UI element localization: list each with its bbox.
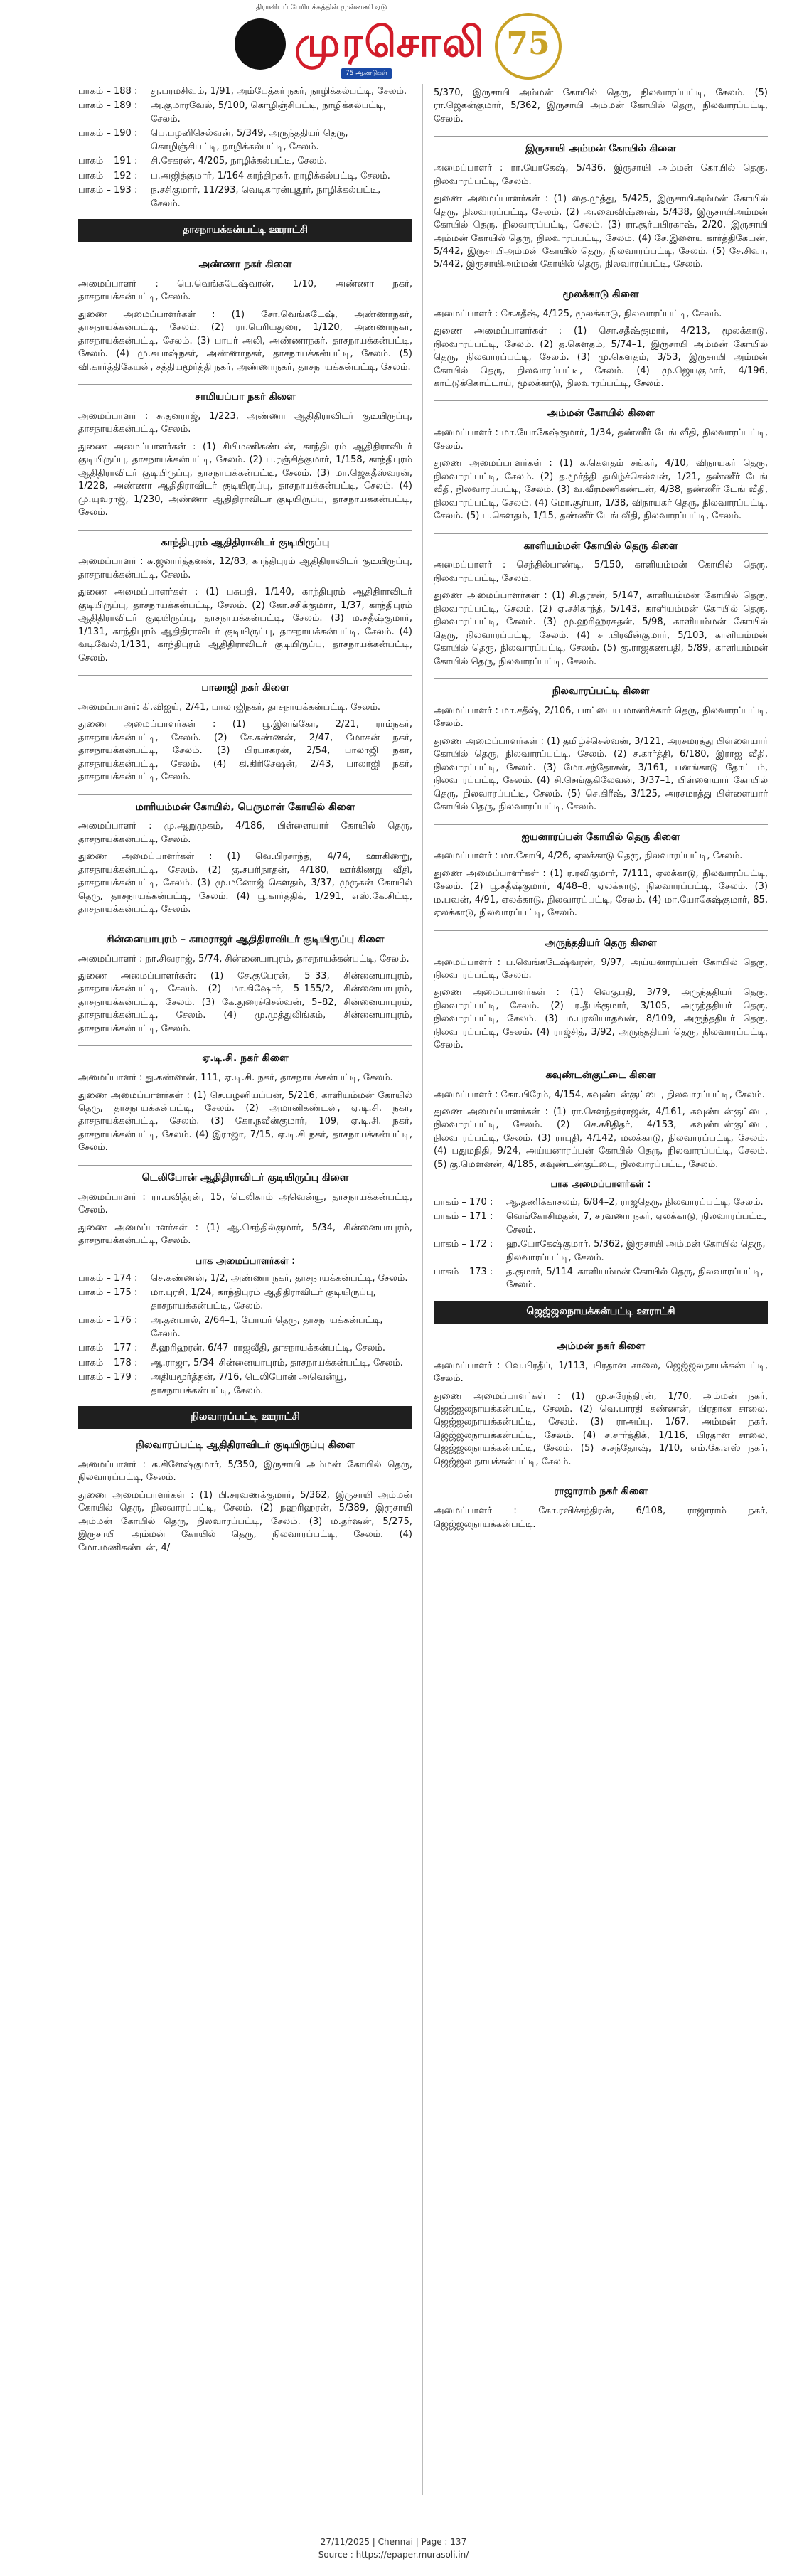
article-columns — [78, 84, 775, 2495]
deputy-organizers-entry: துணை அமைப்பாளர்கள் : (1) ஆ.செந்தில்குமார், 5/34, சின்னையாபுரம், தாசநாயக்கன்பட்டி, சேலம். — [78, 1222, 412, 1247]
paagam-label: பாகம் – 179 : — [78, 1372, 138, 1383]
organizer-entry: அமைப்பாளர் : பெ.வெங்கடேஷ்வரன், 1/10, அண்ணா நகர், தாசநாயக்கன்பட்டி, சேலம். — [78, 278, 412, 303]
organizer-entry: அமைப்பாளர் : சே.சதீஷ், 4/125, மூலக்காடு, நிலவாரப்பட்டி, சேலம். — [434, 308, 722, 319]
paagam-value: ஆ.தணிக்காசலம், 6/84–2, ராஜதெரு, நிலவாரப்பட்டி, சேலம். — [506, 1196, 764, 1208]
paagam-row — [434, 1266, 768, 1292]
paagam-value: ஆ.ராஜா, 5/34–சின்னையாபுரம், தாசநாயக்கன்பட்டி, சேலம். — [151, 1357, 403, 1368]
left-column — [78, 84, 412, 1559]
logo-subtitle: 75 ஆண்டுகள் — [341, 68, 392, 79]
organizer-entry: அமைப்பாளர் : கோ.ரவிச்சந்திரன், 6/108, ராஜாராம் நகர், ஜெஜ்ஜலநாயக்கன்பட்டி. — [434, 1506, 768, 1530]
paagam-row — [78, 127, 412, 154]
masthead-tagline: திராவிடப் பேரியக்கத்தின் முன்னணி ஏடு — [256, 4, 387, 11]
paagam-label: பாகம் – 176 : — [78, 1315, 138, 1326]
branch-title: ஏ.டி.சி. நகர் கிளை — [78, 1045, 412, 1066]
footer-date-page: 27/11/2025 | Chennai | Page : 137 — [320, 2537, 467, 2547]
logo-title: முரசொலி — [294, 18, 486, 66]
paagam-value: ப.அஜித்குமார், 1/164 காந்திநகர், நாழிக்கல்பட்டி, சேலம். — [151, 170, 390, 181]
branch-title: ராஜாராம் நகர் கிளை — [434, 1479, 768, 1499]
paagam-row — [78, 1287, 412, 1313]
paagam-label: பாகம் – 191 : — [78, 156, 138, 167]
paagam-value: ஹ.யோகேஷ்குமார், 5/362, இருசாயி அம்மன் கோயில் தெரு, நிலவாரப்பட்டி, சேலம். — [506, 1239, 766, 1263]
deputy-organizers-entry: துணை அமைப்பாளர்கள் : (1) பசுபதி, 1/140, காந்திபுரம் ஆதிதிராவிடர் குடியிருப்பு, தாசநாயக்கன்பட்டி, சேலம். (2) கோ.சசிக்குமார், 1/37, காந்திபுரம் ஆதிதிராவிடர் குடியிருப்பு, தாசநாயக்கன்பட்டி, சேலம். (3) ம.சதீஷ்குமார், 1/131, காந்திபுரம் ஆதிதிராவிடர் குடியிருப்பு, தாசநாயக்கன்பட்டி, சேலம். (4) வடிவேல்,1/131, காந்திபுரம் ஆதிதிராவிடர் குடியிருப்பு, தாசநாயக்கன்பட்டி, சேலம். — [78, 587, 412, 664]
organizer-entry: அமைப்பாளர் : மு.ஆறுமுகம், 4/186, பிள்ளையார் கோயில் தெரு, தாசநாயக்கன்பட்டி, சேலம். — [78, 821, 412, 845]
panchayat-banner: நிலவாரப்பட்டி ஊராட்சி — [78, 1406, 412, 1429]
paagam-label: பாகம் – 192 : — [78, 170, 138, 181]
paagam-value: ந.சசிகுமார், 11/293, வெடிகாரன்புதூர், நாழிக்கல்பட்டி, சேலம். — [151, 185, 381, 209]
branch-title: மூலக்காடு கிளை — [434, 282, 768, 302]
deputy-organizers-entry: துணை அமைப்பாளர்கள் : (1) தை.முத்து, 5/425, இருசாயிஅம்மன் கோயில் தெரு, நிலவாரப்பட்டி, சேலம். (2) அ.வைவிஷ்ணவ், 5/438, இருசாயிஅம்மன் கோயில் தெரு, நிலவாரப்பட்டி, சேலம். (3) ரா.சூர்யபிரகாஷ், 2/20, இருசாயி அம்மன் கோயில் தெரு, நிலவாரப்பட்டி, சேலம். (4) சே.இளைய கார்த்திகேயன், 5/442, இருசாயிஅம்மன் கோயில் தெரு, நிலவாரப்பட்டி, சேலம். (5) சே.சிவா, 5/442, இருசாயிஅம்மன் கோயில் தெரு, நிலவாரப்பட்டி, சேலம். — [434, 193, 768, 270]
paagam-label: பாகம் – 190 : — [78, 128, 138, 139]
organizer-entry: அமைப்பாளர் : மா.சதீஷ், 2/106, பாட்டைய மாணிக்கார் தெரு, நிலவாரப்பட்டி, சேலம். — [434, 705, 768, 730]
deputy-organizers-entry: துணை அமைப்பாளர்கள் : (1) க.கௌதம் சங்கர், 4/10, விநாயகர் தெரு, நிலவாரப்பட்டி, சேலம். (2) த.மூர்த்தி தமிழ்ச்செல்வன், 1/21, தண்ணீர் டேங் வீதி, நிலவாரப்பட்டி, சேலம். (3) வ.வீரமணிகண்டன், 4/38, தண்ணீர் டேங் வீதி, நிலவாரப்பட்டி, சேலம். (4) மோ.சூர்யா, 1/38, விநாயகர் தெரு, நிலவாரப்பட்டி, சேலம். (5) ப.கௌதம், 1/15, தண்ணீர் டேங் வீதி, நிலவாரப்பட்டி, சேலம். — [434, 458, 768, 522]
column-divider — [422, 84, 423, 2495]
paagam-value: சி.சேகரன், 4/205, நாழிக்கல்பட்டி, சேலம். — [151, 156, 328, 167]
deputy-organizers-entry: துணை அமைப்பாளர்கள் : (1) மு.சுரேந்திரன், 1/70, அம்மன் நகர், ஜெஜ்ஜலநாயக்கன்பட்டி, சேலம். (2) வெ.பாரதி கண்ணன், பிரதான சாலை, ஜெஜ்ஜலநாயக்கன்பட்டி, சேலம். (3) ராஅப்பு, 1/67, அம்மன் நகர், ஜெஜ்ஜலநாயக்கன்பட்டி, சேலம். (4) ச.சார்த்திக், 1/116, பிரதான சாலை, ஜெஜ்ஜலநாயக்கன்பட்டி, சேலம். (5) ச.சந்தோஷ், 1/10, எம்.கே.எஸ் நகர், ஜெஜ்ஜல நாயக்கன்பட்டி, சேலம். — [434, 1390, 768, 1467]
organizer-entry: அமைப்பாளர் : து.கண்ணன், 111, ஏ.டி.சி. நகர், தாசநாயக்கன்பட்டி, சேலம். — [78, 1073, 393, 1084]
continued-entry: 5/370, இருசாயி அம்மன் கோயில் தெரு, நிலவாரப்பட்டி, சேலம். (5) ரா.ஜெகன்குமார், 5/362, இருசாயி அம்மன் கோயில் தெரு, நிலவாரப்பட்டி, சேலம். — [434, 87, 768, 124]
right-column — [434, 84, 768, 1536]
organizer-entry: அமைப்பாளர் : வெ.பிரதீப், 1/113, பிரதான சாலை, ஜெஜ்ஜலநாயக்கன்பட்டி, சேலம். — [434, 1360, 768, 1385]
masthead — [0, 0, 787, 85]
branch-title: காளியம்மன் கோயில் தெரு கிளை — [434, 533, 768, 554]
branch-title: இருசாயி அம்மன் கோயில் கிளை — [434, 136, 768, 156]
paagam-row — [78, 1371, 412, 1398]
deputy-organizers-entry: துணை அமைப்பாளர்கள் : (1) சொ.சதீஷ்குமார், 4/213, மூலக்காடு, நிலவாரப்பட்டி, சேலம். (2) த.கௌதம், 5/74–1, இருசாயி அம்மன் கோயில் தெரு, நிலவாரப்பட்டி, சேலம். (3) மு.கௌதம், 3/53, இருசாயி அம்மன் கோயில் தெரு, நிலவாரப்பட்டி, சேலம். (4) மு.ஜெயகுமார், 4/196, காட்டுக்கொட்டாய், மூலக்காடு, நிலவாரப்பட்டி, சேலம். — [434, 326, 768, 389]
deputy-organizers-entry: துணை அமைப்பாளர்கள் : (1) பி.சரவணக்குமார், 5/362, இருசாயி அம்மன் கோயில் தெரு, நிலவாரப்பட்டி, சேலம். (2) நஹரிஹரன், 5/389, இருசாயி அம்மன் கோயில் தெரு, நிலவாரப்பட்டி, சேலம். (3) ம.தர்ஷன், 5/275, இருசாயி அம்மன் கோயில் தெரு, நிலவாரப்பட்டி, சேலம். (4) மோ.மணிகண்டன், 4/ — [78, 1489, 412, 1553]
branch-title: சாமியப்பா நகர் கிளை — [78, 384, 412, 405]
organizer-entry: அமைப்பாளர் : செந்தில்பாண்டி, 5/150, காளியம்மன் கோயில் தெரு, நிலவாரப்பட்டி, சேலம். — [434, 560, 768, 584]
paagam-label: பாகம் – 172 : — [434, 1239, 493, 1250]
paagam-label: பாகம் – 193 : — [78, 185, 138, 196]
branch-title: நிலவாரப்பட்டி ஆதிதிராவிடர் குடியிருப்பு கிளை — [136, 1439, 355, 1451]
paagam-value: சீ.ஹரிஹரன், 6/47–ராஜவீதி, தாசநாயக்கன்பட்டி, சேலம். — [151, 1343, 385, 1354]
deputy-organizers-entry: துணை அமைப்பாளர்கள் : (1) சோ.வெங்கடேஷ், அண்ணாநகர், தாசநாயக்கன்பட்டி, சேலம். (2) ரா.பெரியதுரை, 1/120, அண்ணாநகர், தாசநாயக்கன்பட்டி, சேலம். (3) பாபர் அலி, அண்ணாநகர், தாசநாயக்கன்பட்டி, சேலம். (4) மு.சுபாஷ்நகர், அண்ணாநகர், தாசநாயக்கன்பட்டி, சேலம். (5) வி.கார்த்திகேயன், சத்தியமூர்த்தி நகர், அண்ணாநகர், தாசநாயக்கன்பட்டி, சேலம். — [78, 309, 412, 373]
paagam-value: அ.தனபால், 2/64–1, போயர் தெரு, தாசநாயக்கன்பட்டி, சேலம். — [151, 1315, 383, 1339]
branch-title: கவுண்டன்குட்டை கிளை — [434, 1063, 768, 1083]
paagam-label: பாகம் – 178 : — [78, 1357, 138, 1368]
organizer-entry: அமைப்பாளர் : மா.கோபி, 4/26, ஏலக்காடு தெரு, நிலவாரப்பட்டி, சேலம். — [434, 851, 743, 862]
branch-title: நிலவாரப்பட்டி கிளை — [434, 678, 768, 699]
deputy-organizers-entry: துணை அமைப்பாளர்கள் : (1) பூ.இளங்கோ, 2/21, ராம்நகர், தாசநாயக்கன்பட்டி, சேலம். (2) சே.கண்ணன், 2/47, மோகன் நகர், தாசநாயக்கன்பட்டி, சேலம். (3) பிரபாகரன், 2/54, பாலாஜி நகர், தாசநாயக்கன்பட்டி, சேலம். (4) கி.கிரிசேஷன், 2/43, பாலாஜி நகர், தாசநாயக்கன்பட்டி, சேலம். — [78, 719, 412, 783]
paagam-row — [78, 100, 412, 126]
paagam-row — [434, 1196, 768, 1209]
deputy-organizers-entry: துணை அமைப்பாளர்கள் : (1) வெகுபதி, 3/79, அருந்ததியர் தெரு, நிலவாரப்பட்டி, சேலம். (2) ர.தீபக்குமார், 3/105, அருந்ததியர் தெரு, நிலவாரப்பட்டி, சேலம். (3) ம.புரவியாதவன், 8/109, அருந்ததியர் தெரு, நிலவாரப்பட்டி, சேலம். (4) ராஜ்சித், 3/92, அருந்ததியர் தெரு, நிலவாரப்பட்டி, சேலம். — [434, 987, 768, 1051]
branch-title: அம்மன் நகர் கிளை — [434, 1334, 768, 1354]
paagam-row — [78, 155, 412, 168]
branch-title: பாலாஜி நகர் கிளை — [78, 675, 412, 696]
organizer-entry: அமைப்பாளர் : சு.தனராஜ், 1/223, அண்ணா ஆதிதிராவிடர் குடியிருப்பு, தாசநாயக்கன்பட்டி, சேலம். — [78, 410, 412, 435]
paagam-label: பாகம் – 170 : — [434, 1196, 493, 1208]
branch-title: அண்ணா நகர் கிளை — [78, 252, 412, 272]
panchayat-banner: தாசநாயக்கன்பட்டி ஊராட்சி — [78, 219, 412, 242]
paagam-label: பாகம் – 171 : — [434, 1211, 493, 1223]
paagam-label: பாகம் – 173 : — [434, 1267, 493, 1277]
paagam-row — [434, 1210, 768, 1237]
paagam-value: வெங்கோசிமதன், 7, சரவணா நகர், ஏலக்காடு, நிலவாரப்பட்டி, சேலம். — [506, 1211, 767, 1235]
paagam-label: பாகம் – 189 : — [78, 100, 138, 112]
organizer-entry: அமைப்பாளர்: கி.விஜய், 2/41, பாலாஜிநகர், தாசநாயக்கன்பட்டி, சேலம். — [78, 701, 381, 713]
deputy-organizers-entry: துணை அமைப்பாளர்கள் : (1) வெ.பிரசாந்த், 4/74, ஊர்கிணறு, தாசநாயக்கன்பட்டி, சேலம். (2) கு.சபரிநாதன், 4/180, ஊர்கிணறு வீதி, தாசநாயக்கன்பட்டி, சேலம். (3) மு.மனோஜ் கௌதம், 3/37, முருகன் கோயில் தெரு, தாசநாயக்கன்பட்டி, சேலம். (4) பூ.கார்த்திக், 1/291, எஸ்.கே.சிட்டி, தாசநாயக்கன்பட்டி, சேலம். — [78, 851, 412, 915]
paagam-row — [78, 85, 412, 98]
panchayat-banner: ஜெஜ்ஜலநாயக்கன்பட்டி ஊராட்சி — [434, 1301, 768, 1324]
paagam-value: செ.கண்ணன், 1/2, அண்ணா நகர், தாசநாயக்கன்பட்டி, சேலம். — [151, 1272, 408, 1284]
branch-title: மாரியம்மன் கோயில், பெருமாள் கோயில் கிளை — [78, 794, 412, 815]
deputy-organizers-entry: துணை அமைப்பாளர்கள்: (1) சே.குபேரன், 5–33, சின்னையாபுரம், தாசநாயக்கன்பட்டி, சேலம். (2) மா.கிஷோர், 5–155/2, சின்னையாபுரம், தாசநாயக்கன்பட்டி, சேலம். (3) கே.துரைச்செல்வன், 5–82, சின்னையாபுரம், தாசநாயக்கன்பட்டி, சேலம். (4) மு.முத்துலிங்கம், சின்னையாபுரம், தாசநாயக்கன்பட்டி, சேலம். — [78, 970, 412, 1034]
organizer-entry: அமைப்பாளர் : நா.சிவராஜ், 5/74, சின்னையாபுரம், தாசநாயக்கன்பட்டி, சேலம். — [78, 953, 409, 964]
organizer-entry: அமைப்பாளர் : சு.ஜனார்த்தனன், 12/83, காந்திபுரம் ஆதிதிராவிடர் குடியிருப்பு, தாசநாயக்கன்பட்டி, சேலம். — [78, 556, 412, 580]
paagam-row — [78, 184, 412, 211]
paagam-value: த.குமார், 5/114–காளியம்மன் கோயில் தெரு, நிலவாரப்பட்டி, சேலம். — [506, 1267, 764, 1291]
paagam-row — [78, 170, 412, 183]
branch-title: சின்னையாபுரம் – காமராஜர் ஆதிதிராவிடர் குடியிருப்பு கிளை — [78, 927, 412, 947]
branch-title: காந்திபுரம் ஆதிதிராவிடர் குடியிருப்பு — [78, 530, 412, 550]
paagam-row — [78, 1314, 412, 1341]
organizer-entry: அமைப்பாளர் : ப.வெங்கடேஷ்வரன், 9/97, அய்யனாரப்பன் கோயில் தெரு, நிலவாரப்பட்டி, சேலம். — [434, 957, 768, 981]
paagam-value: பெ.பழனிசெல்வன், 5/349, அருந்ததியர் தெரு, கொழிஞ்சிபட்டி, நாழிக்கல்பட்டி, சேலம். — [151, 128, 348, 152]
paaga-heading: பாக அமைப்பாளர்கள் : — [550, 1179, 651, 1191]
anniversary-badge: 75 — [495, 13, 562, 80]
rising-sun-emblem-icon — [235, 18, 286, 70]
page-footer — [0, 2535, 787, 2561]
deputy-organizers-entry: துணை அமைப்பாளர்கள் : (1) ரா.சௌந்தர்ராஜன், 4/161, கவுண்டன்குட்டை, நிலவாரப்பட்டி, சேலம். (2) செ.சசிதிதர், 4/153, கவுண்டன்குட்டை, நிலவாரப்பட்டி, சேலம். (3) ராபுதி, 4/142, மலக்காடு, நிலவாரப்பட்டி, சேலம். (4) பதுமநிதி, 9/24, அய்யனாரப்பன் கோயில் தெரு, நிலவாரப்பட்டி, சேலம். (5) கு.மௌனன், 4/185, கவுண்டன்குட்டை, நிலவாரப்பட்டி, சேலம். — [434, 1107, 768, 1170]
organizer-entry: அமைப்பாளர் : ரா.யோகேஷ், 5/436, இருசாயி அம்மன் கோயில் தெரு, நிலவாரப்பட்டி, சேலம். — [434, 163, 768, 187]
paagam-row — [78, 1342, 412, 1355]
branch-title: அம்மன் கோயில் கிளை — [434, 400, 768, 421]
deputy-organizers-entry: துணை அமைப்பாளர்கள் : (1) தமிழ்ச்செல்வன், 3/121, அரசமரத்து பிள்ளையார் கோயில் தெரு, நிலவாரப்பட்டி, சேலம். (2) ச.கார்த்தி, 6/180, இராஜ வீதி, நிலவாரப்பட்டி, சேலம். (3) மோ.சந்தோசன், 3/161, பனங்காடு தோட்டம், நிலவாரப்பட்டி, சேலம். (4) சி.செங்குகிலேவன், 3/37–1, பிள்ளையார் கோயில் தெரு, நிலவாரப்பட்டி, சேலம். (5) செ.கிரீஷ், 3/125, அரசமரத்து பிள்ளையார் கோயில் தெரு, நிலவாரப்பட்டி, சேலம். — [434, 735, 768, 813]
paagam-label: பாகம் – 177 : — [78, 1343, 138, 1354]
paaga-heading: பாக அமைப்பாளர்கள் : — [195, 1255, 296, 1267]
branch-title: டெலிபோன் ஆதிதிராவிடர் குடியிருப்பு கிளை — [78, 1165, 412, 1186]
branch-title: அருந்ததியர் தெரு கிளை — [434, 930, 768, 951]
deputy-organizers-entry: துணை அமைப்பாளர்கள் : (1) ர.ரவிகுமார், 7/111, ஏலக்காடு, நிலவாரப்பட்டி, சேலம். (2) பூ.சதீஷ்குமார், 4/48–8, ஏலக்காடு, நிலவாரப்பட்டி, சேலம். (3) ம.பவன், 4/91, ஏலக்காடு, நிலவாரப்பட்டி, சேலம். (4) மா.யோகேஷ்குமார், 85, ஏலக்காடு, நிலவாரப்பட்டி, சேலம். — [434, 868, 768, 919]
paagam-value: து.பரமசிவம், 1/91, அம்பேத்கர் நகர், நாழிக்கல்பட்டி, சேலம். — [151, 86, 407, 97]
deputy-organizers-entry: துணை அமைப்பாளர்கள் : (1) சி.தரசன், 5/147, காளியம்மன் கோயில் தெரு, நிலவாரப்பட்டி, சேலம். (2) ஏ.சசிகாந்த், 5/143, காளியம்மன் கோயில் தெரு, நிலவாரப்பட்டி, சேலம். (3) மு.ஹரிஹரசுதன், 5/98, காளியம்மன் கோயில் தெரு, நிலவாரப்பட்டி, சேலம். (4) சா.பிரவீன்குமார், 5/103, காளியம்மன் கோயில் தெரு, நிலவாரப்பட்டி, சேலம். (5) கு.ராஜகணபதி, 5/89, காளியம்மன் கோயில் தெரு, நிலவாரப்பட்டி, சேலம். — [434, 590, 768, 667]
paagam-row — [78, 1357, 412, 1370]
branch-title: ஐயனாரப்பன் கோயில் தெரு கிளை — [434, 824, 768, 845]
paagam-label: பாகம் – 175 : — [78, 1287, 138, 1299]
organizer-entry: அமைப்பாளர் : ரா.பவித்ரன், 15, டெலிகாம் அவென்யூ, தாசநாயக்கன்பட்டி, சேலம். — [78, 1191, 412, 1216]
newspaper-logo — [235, 13, 562, 81]
paagam-value: அ.குமாரவேல், 5/100, கொழிஞ்சிபட்டி, நாழிக்கல்பட்டி, சேலம். — [151, 100, 387, 124]
paagam-label: பாகம் – 188 : — [78, 86, 138, 97]
paagam-value: அதியமூர்த்தன், 7/16, டெலிபோன் அவென்யூ, தாசநாயக்கன்பட்டி, சேலம். — [151, 1372, 347, 1396]
footer-source: Source : https://epaper.murasoli.in/ — [318, 2550, 469, 2560]
paagam-row — [78, 1272, 412, 1285]
paagam-label: பாகம் – 174 : — [78, 1272, 138, 1284]
organizer-entry: அமைப்பாளர் : கோ.பிரேம், 4/154, கவுண்டன்குட்டை, நிலவாரப்பட்டி, சேலம். — [434, 1089, 765, 1100]
paagam-row — [434, 1238, 768, 1265]
organizer-entry: அமைப்பாளர் : க.கிளேஷ்குமார், 5/350, இருசாயி அம்மன் கோயில் தெரு, நிலவாரப்பட்டி, சேலம். — [78, 1459, 412, 1484]
deputy-organizers-entry: துணை அமைப்பாளர்கள் : (1) சிபிமணிகண்டன், காந்திபுரம் ஆதிதிராவிடர் குடியிருப்பு, தாசநாயக்கன்பட்டி, சேலம். (2) ப.ரஞ்சித்குமார், 1/158, காந்திபுரம் ஆதிதிராவிடர் குடியிருப்பு, தாசநாயக்கன்பட்டி, சேலம். (3) மா.ஜெகதீஸ்வரன், 1/228, அண்ணா ஆதிதிராவிடர் குடியிருப்பு, தாசநாயக்கன்பட்டி, சேலம். (4) மு.யுவராஜ், 1/230, அண்ணா ஆதிதிராவிடர் குடியிருப்பு, தாசநாயக்கன்பட்டி, சேலம். — [78, 441, 412, 518]
paagam-value: மா.புரசி, 1/24, காந்திபுரம் ஆதிதிராவிடர் குடியிருப்பு, தாசநாயக்கன்பட்டி, சேலம். — [151, 1287, 376, 1311]
deputy-organizers-entry: துணை அமைப்பாளர்கள் : (1) செ.பழனியப்பன், 5/216, காளியம்மன் கோயில் தெரு, தாசநாயக்கன்பட்டி, சேலம். (2) அமானிகண்டன், ஏ.டி.சி. நகர், தாசநாயக்கன்பட்டி, சேலம். (3) கோ.நவீன்குமார், 109, ஏ.டி.சி. நகர், தாசநாயக்கன்பட்டி, சேலம். (4) இராஜா, 7/15, ஏ.டி.சி நகர், தாசநாயக்கன்பட்டி, சேலம். — [78, 1090, 412, 1154]
organizer-entry: அமைப்பாளர் : மா.யோகேஷ்குமார், 1/34, தண்ணீர் டேங் வீதி, நிலவாரப்பட்டி, சேலம். — [434, 427, 768, 452]
